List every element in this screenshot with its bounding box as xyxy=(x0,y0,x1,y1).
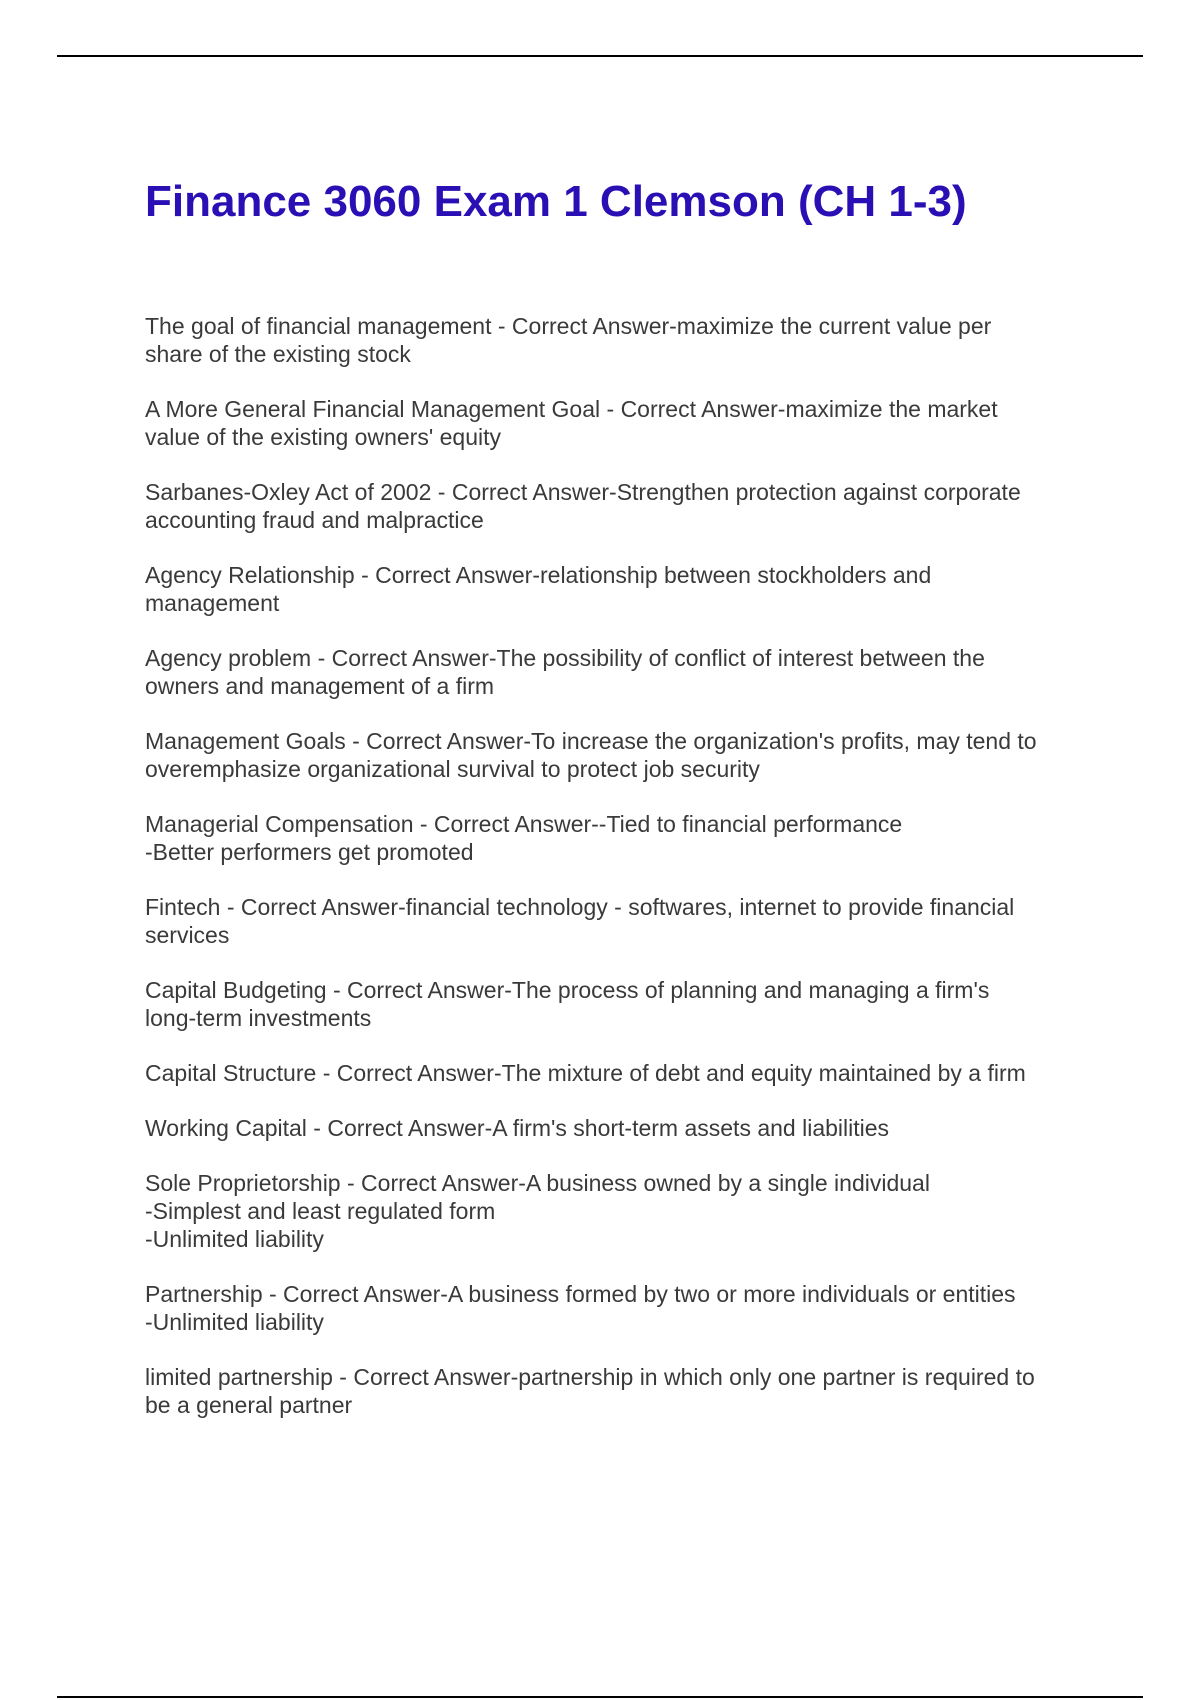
qa-line: Agency problem - Correct Answer-The possibility of conflict of interest between the xyxy=(145,645,985,671)
qa-line: be a general partner xyxy=(145,1392,353,1418)
qa-item xyxy=(145,1363,1095,1419)
qa-item xyxy=(145,810,1095,866)
qa-item xyxy=(145,1059,1095,1087)
qa-line: -Unlimited liability xyxy=(145,1309,324,1335)
qa-line: management xyxy=(145,590,280,616)
qa-line: -Unlimited liability xyxy=(145,1226,324,1252)
qa-item xyxy=(145,644,1095,700)
qa-line: Sole Proprietorship - Correct Answer-A business owned by a single individual xyxy=(145,1170,930,1196)
bottom-divider xyxy=(57,1696,1143,1698)
qa-line: Capital Budgeting - Correct Answer-The process of planning and managing a firm's xyxy=(145,977,990,1003)
qa-item xyxy=(145,395,1095,451)
qa-item xyxy=(145,893,1095,949)
qa-line: long-term investments xyxy=(145,1005,372,1031)
qa-item xyxy=(145,1114,1095,1142)
qa-line: Partnership - Correct Answer-A business formed by two or more individuals or entities xyxy=(145,1281,1016,1307)
qa-line: -Better performers get promoted xyxy=(145,839,474,865)
qa-line: Working Capital - Correct Answer-A firm's short-term assets and liabilities xyxy=(145,1115,890,1141)
qa-line: Management Goals - Correct Answer-To increase the organization's profits, may tend to xyxy=(145,728,1037,754)
qa-line: Capital Structure - Correct Answer-The mixture of debt and equity maintained by a firm xyxy=(145,1060,1026,1086)
qa-item xyxy=(145,976,1095,1032)
qa-line: limited partnership - Correct Answer-partnership in which only one partner is required to xyxy=(145,1364,1035,1390)
qa-item xyxy=(145,1280,1095,1336)
qa-line: accounting fraud and malpractice xyxy=(145,507,484,533)
qa-item xyxy=(145,478,1095,534)
qa-item xyxy=(145,561,1095,617)
qa-line: services xyxy=(145,922,230,948)
qa-line: Managerial Compensation - Correct Answer--Tied to financial performance xyxy=(145,811,903,837)
qa-item xyxy=(145,727,1095,783)
qa-line: Fintech - Correct Answer-financial technology - softwares, internet to provide financial xyxy=(145,894,1015,920)
qa-line: owners and management of a firm xyxy=(145,673,495,699)
qa-line: overemphasize organizational survival to protect job security xyxy=(145,756,760,782)
qa-line: Agency Relationship - Correct Answer-relationship between stockholders and xyxy=(145,562,932,588)
qa-line: -Simplest and least regulated form xyxy=(145,1198,496,1224)
qa-list xyxy=(145,312,1095,1446)
qa-line: A More General Financial Management Goal - Correct Answer-maximize the market xyxy=(145,396,998,422)
qa-line: Sarbanes-Oxley Act of 2002 - Correct Answer-Strengthen protection against corporate xyxy=(145,479,1021,505)
qa-line: The goal of financial management - Correct Answer-maximize the current value per xyxy=(145,313,992,339)
qa-item xyxy=(145,1169,1095,1253)
qa-item xyxy=(145,312,1095,368)
page-title: Finance 3060 Exam 1 Clemson (CH 1-3) xyxy=(145,177,967,226)
qa-line: value of the existing owners' equity xyxy=(145,424,501,450)
top-divider xyxy=(57,55,1143,57)
qa-line: share of the existing stock xyxy=(145,341,411,367)
